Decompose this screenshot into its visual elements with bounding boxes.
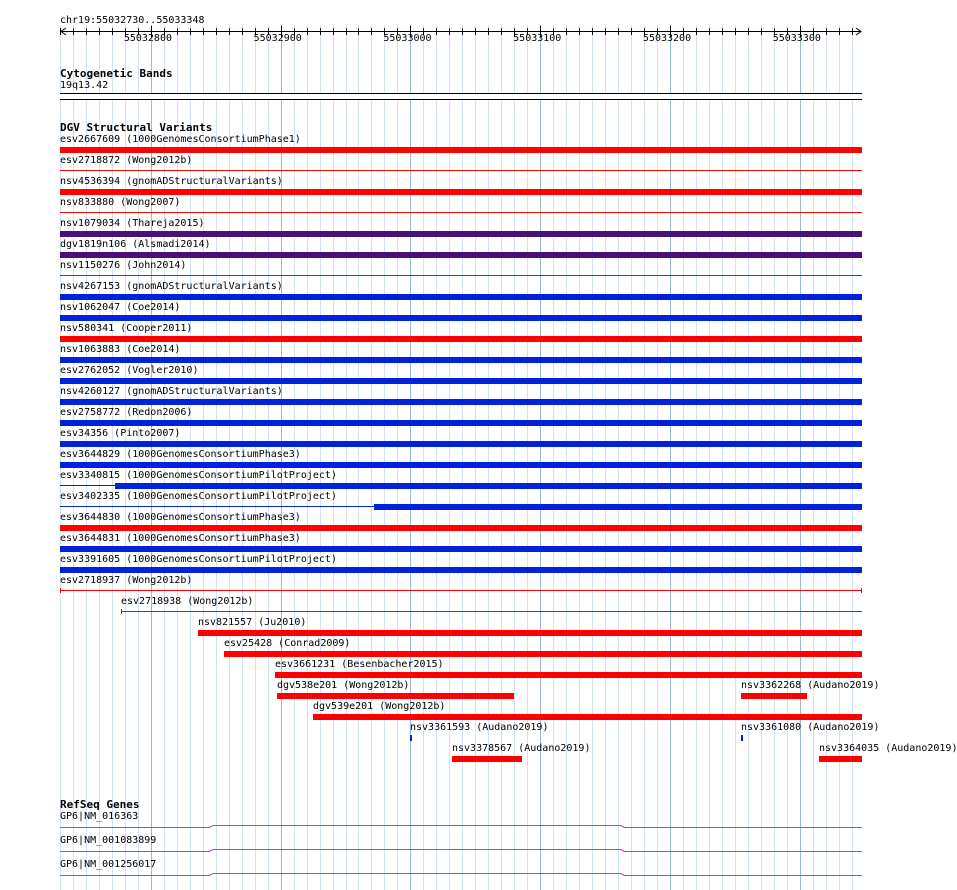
variant-label[interactable]: nsv3364035 (Audano2019) bbox=[819, 743, 957, 754]
ruler-tick-label: 55033300 bbox=[772, 33, 821, 44]
variant-label[interactable]: nsv3378567 (Audano2019) bbox=[452, 743, 591, 754]
cytoband-label: 19q13.42 bbox=[60, 80, 109, 91]
gene-intron-line bbox=[60, 826, 862, 828]
ruler-tick-label: 55033100 bbox=[513, 33, 562, 44]
region-label: chr19:55032730..55033348 bbox=[60, 15, 205, 26]
variant-label[interactable]: esv2758772 (Redon2006) bbox=[60, 407, 193, 418]
ruler-tick-label: 55032800 bbox=[123, 33, 172, 44]
variant-label[interactable]: esv3391605 (1000GenomesConsortiumPilotProject) bbox=[60, 554, 337, 565]
refseq-track-title[interactable]: RefSeq Genes bbox=[60, 798, 140, 811]
variant-label[interactable]: dgv538e201 (Wong2012b) bbox=[277, 680, 410, 691]
variant-label[interactable]: nsv1150276 (John2014) bbox=[60, 260, 187, 271]
variant-label[interactable]: esv3661231 (Besenbacher2015) bbox=[275, 659, 444, 670]
variant-label[interactable]: dgv1819n106 (Alsmadi2014) bbox=[60, 239, 211, 250]
variant-label[interactable]: nsv3362268 (Audano2019) bbox=[741, 680, 880, 691]
variant-label[interactable]: nsv4260127 (gnomADStructuralVariants) bbox=[60, 386, 283, 397]
variant-label[interactable]: nsv833880 (Wong2007) bbox=[60, 197, 181, 208]
variant-label[interactable]: nsv3361593 (Audano2019) bbox=[410, 722, 549, 733]
variant-label[interactable]: esv3402335 (1000GenomesConsortiumPilotProject) bbox=[60, 491, 337, 502]
variant-label[interactable]: esv25428 (Conrad2009) bbox=[224, 638, 351, 649]
dgv-track-title[interactable]: DGV Structural Variants bbox=[60, 121, 213, 134]
gene-intron-line bbox=[60, 850, 862, 852]
variant-label[interactable]: nsv1063883 (Coe2014) bbox=[60, 344, 181, 355]
gene-model[interactable] bbox=[0, 847, 890, 857]
ruler-tick-label: 55032900 bbox=[253, 33, 302, 44]
variant-label[interactable]: nsv1079034 (Thareja2015) bbox=[60, 218, 205, 229]
variant-label[interactable]: esv2718938 (Wong2012b) bbox=[121, 596, 254, 607]
variant-label[interactable]: esv3644831 (1000GenomesConsortiumPhase3) bbox=[60, 533, 301, 544]
variant-label[interactable]: esv34356 (Pinto2007) bbox=[60, 428, 181, 439]
variant-label[interactable]: esv3644830 (1000GenomesConsortiumPhase3) bbox=[60, 512, 301, 523]
variant-label[interactable]: esv2718872 (Wong2012b) bbox=[60, 155, 193, 166]
gene-model[interactable] bbox=[0, 871, 890, 881]
ruler-tick-label: 55033000 bbox=[383, 33, 432, 44]
variant-label[interactable]: dgv539e201 (Wong2012b) bbox=[313, 701, 446, 712]
variant-label[interactable]: esv3644829 (1000GenomesConsortiumPhase3) bbox=[60, 449, 301, 460]
variant-label[interactable]: esv2718937 (Wong2012b) bbox=[60, 575, 193, 586]
variant-label[interactable]: nsv4267153 (gnomADStructuralVariants) bbox=[60, 281, 283, 292]
gene-label[interactable]: GP6|NM_001256017 bbox=[60, 859, 157, 870]
gene-label[interactable]: GP6|NM_016363 bbox=[60, 811, 139, 822]
gene-intron-line bbox=[60, 874, 862, 876]
ruler-tick-label: 55033200 bbox=[642, 33, 692, 44]
variant-label[interactable]: esv2762052 (Vogler2010) bbox=[60, 365, 199, 376]
variant-label[interactable]: nsv821557 (Ju2010) bbox=[198, 617, 307, 628]
variant-label[interactable]: nsv3361080 (Audano2019) bbox=[741, 722, 880, 733]
variant-label[interactable]: nsv4536394 (gnomADStructuralVariants) bbox=[60, 176, 283, 187]
variant-label[interactable]: nsv580341 (Cooper2011) bbox=[60, 323, 193, 334]
variant-label[interactable]: nsv1062047 (Coe2014) bbox=[60, 302, 181, 313]
variant-label[interactable]: esv2667609 (1000GenomesConsortiumPhase1) bbox=[60, 134, 301, 145]
gene-model[interactable] bbox=[0, 823, 890, 833]
cytoband-track-title[interactable]: Cytogenetic Bands bbox=[60, 67, 173, 80]
variant-label[interactable]: esv3340815 (1000GenomesConsortiumPilotProject) bbox=[60, 470, 337, 481]
gene-label[interactable]: GP6|NM_001083899 bbox=[60, 835, 157, 846]
